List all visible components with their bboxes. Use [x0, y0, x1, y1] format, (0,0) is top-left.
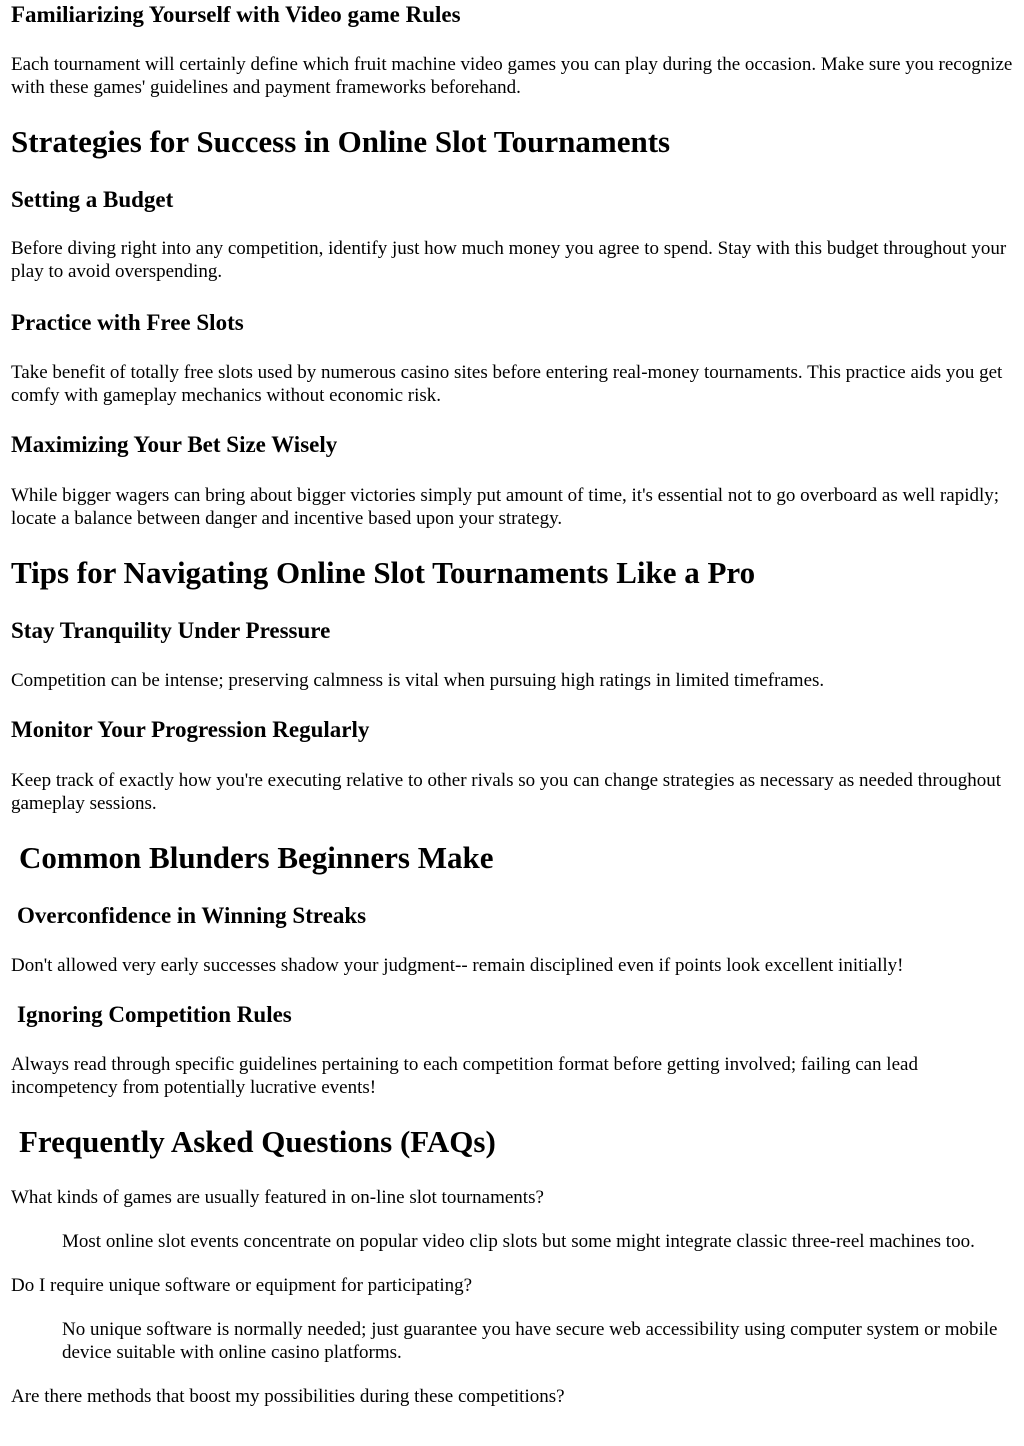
- overconfidence-heading: Overconfidence in Winning Streaks: [17, 903, 367, 928]
- rules-heading: Familiarizing Yourself with Video game Rules: [11, 2, 461, 27]
- monitor-heading: Monitor Your Progression Regularly: [11, 717, 370, 742]
- practice-paragraph: Take benefit of totally free slots used by numerous casino sites before entering real-money tournaments. This practice aids you get comfy with gameplay mechanics without economic risk.: [11, 362, 1003, 406]
- blunders-heading: Common Blunders Beginners Make: [19, 840, 494, 875]
- tips-heading: Tips for Navigating Online Slot Tournaments Like a Pro: [11, 555, 756, 590]
- faq-list: [11, 1186, 1017, 1408]
- budget-heading: Setting a Budget: [11, 187, 174, 212]
- bet-size-paragraph: While bigger wagers can bring about bigger victories simply put amount of time, it's essential not to go overboard as well rapidly; locate a balance between danger and incentive based upon your strategy.: [11, 485, 1000, 529]
- faq-question: What kinds of games are usually featured in on-line slot tournaments?: [11, 1187, 544, 1208]
- faq-answer: No unique software is normally needed; just guarantee you have secure web accessibility using computer system or mobile device suitable with online casino platforms.: [62, 1319, 998, 1363]
- budget-paragraph: Before diving right into any competition, identify just how much money you agree to spend. Stay with this budget throughout your play to avoid overspending.: [11, 238, 1007, 282]
- calm-paragraph: Competition can be intense; preserving calmness is vital when pursuing high ratings in limited timeframes.: [11, 670, 825, 691]
- faq-answer: Most online slot events concentrate on popular video clip slots but some might integrate classic three-reel machines too.: [62, 1231, 975, 1252]
- faq-question: Do I require unique software or equipment for participating?: [11, 1275, 473, 1296]
- ignoring-rules-heading: Ignoring Competition Rules: [17, 1002, 292, 1027]
- bet-size-heading: Maximizing Your Bet Size Wisely: [11, 432, 338, 457]
- ignoring-rules-paragraph: Always read through specific guidelines pertaining to each competition format before getting involved; failing can lead incompetency from potentially lucrative events!: [11, 1054, 918, 1098]
- faq-question: Are there methods that boost my possibilities during these competitions?: [11, 1386, 565, 1407]
- practice-heading: Practice with Free Slots: [11, 310, 244, 335]
- strategies-heading: Strategies for Success in Online Slot Tournaments: [11, 124, 671, 159]
- calm-heading: Stay Tranquility Under Pressure: [11, 618, 331, 643]
- faq-heading: Frequently Asked Questions (FAQs): [19, 1124, 496, 1159]
- rules-paragraph: Each tournament will certainly define which fruit machine video games you can play during the occasion. Make sure you recognize with these games' guidelines and payment frameworks beforehand.: [11, 54, 1013, 98]
- overconfidence-paragraph: Don't allowed very early successes shadow your judgment-- remain disciplined even if points look excellent initially!: [11, 955, 904, 976]
- monitor-paragraph: Keep track of exactly how you're executing relative to other rivals so you can change strategies as necessary as needed throughout gameplay sessions.: [11, 770, 1001, 814]
